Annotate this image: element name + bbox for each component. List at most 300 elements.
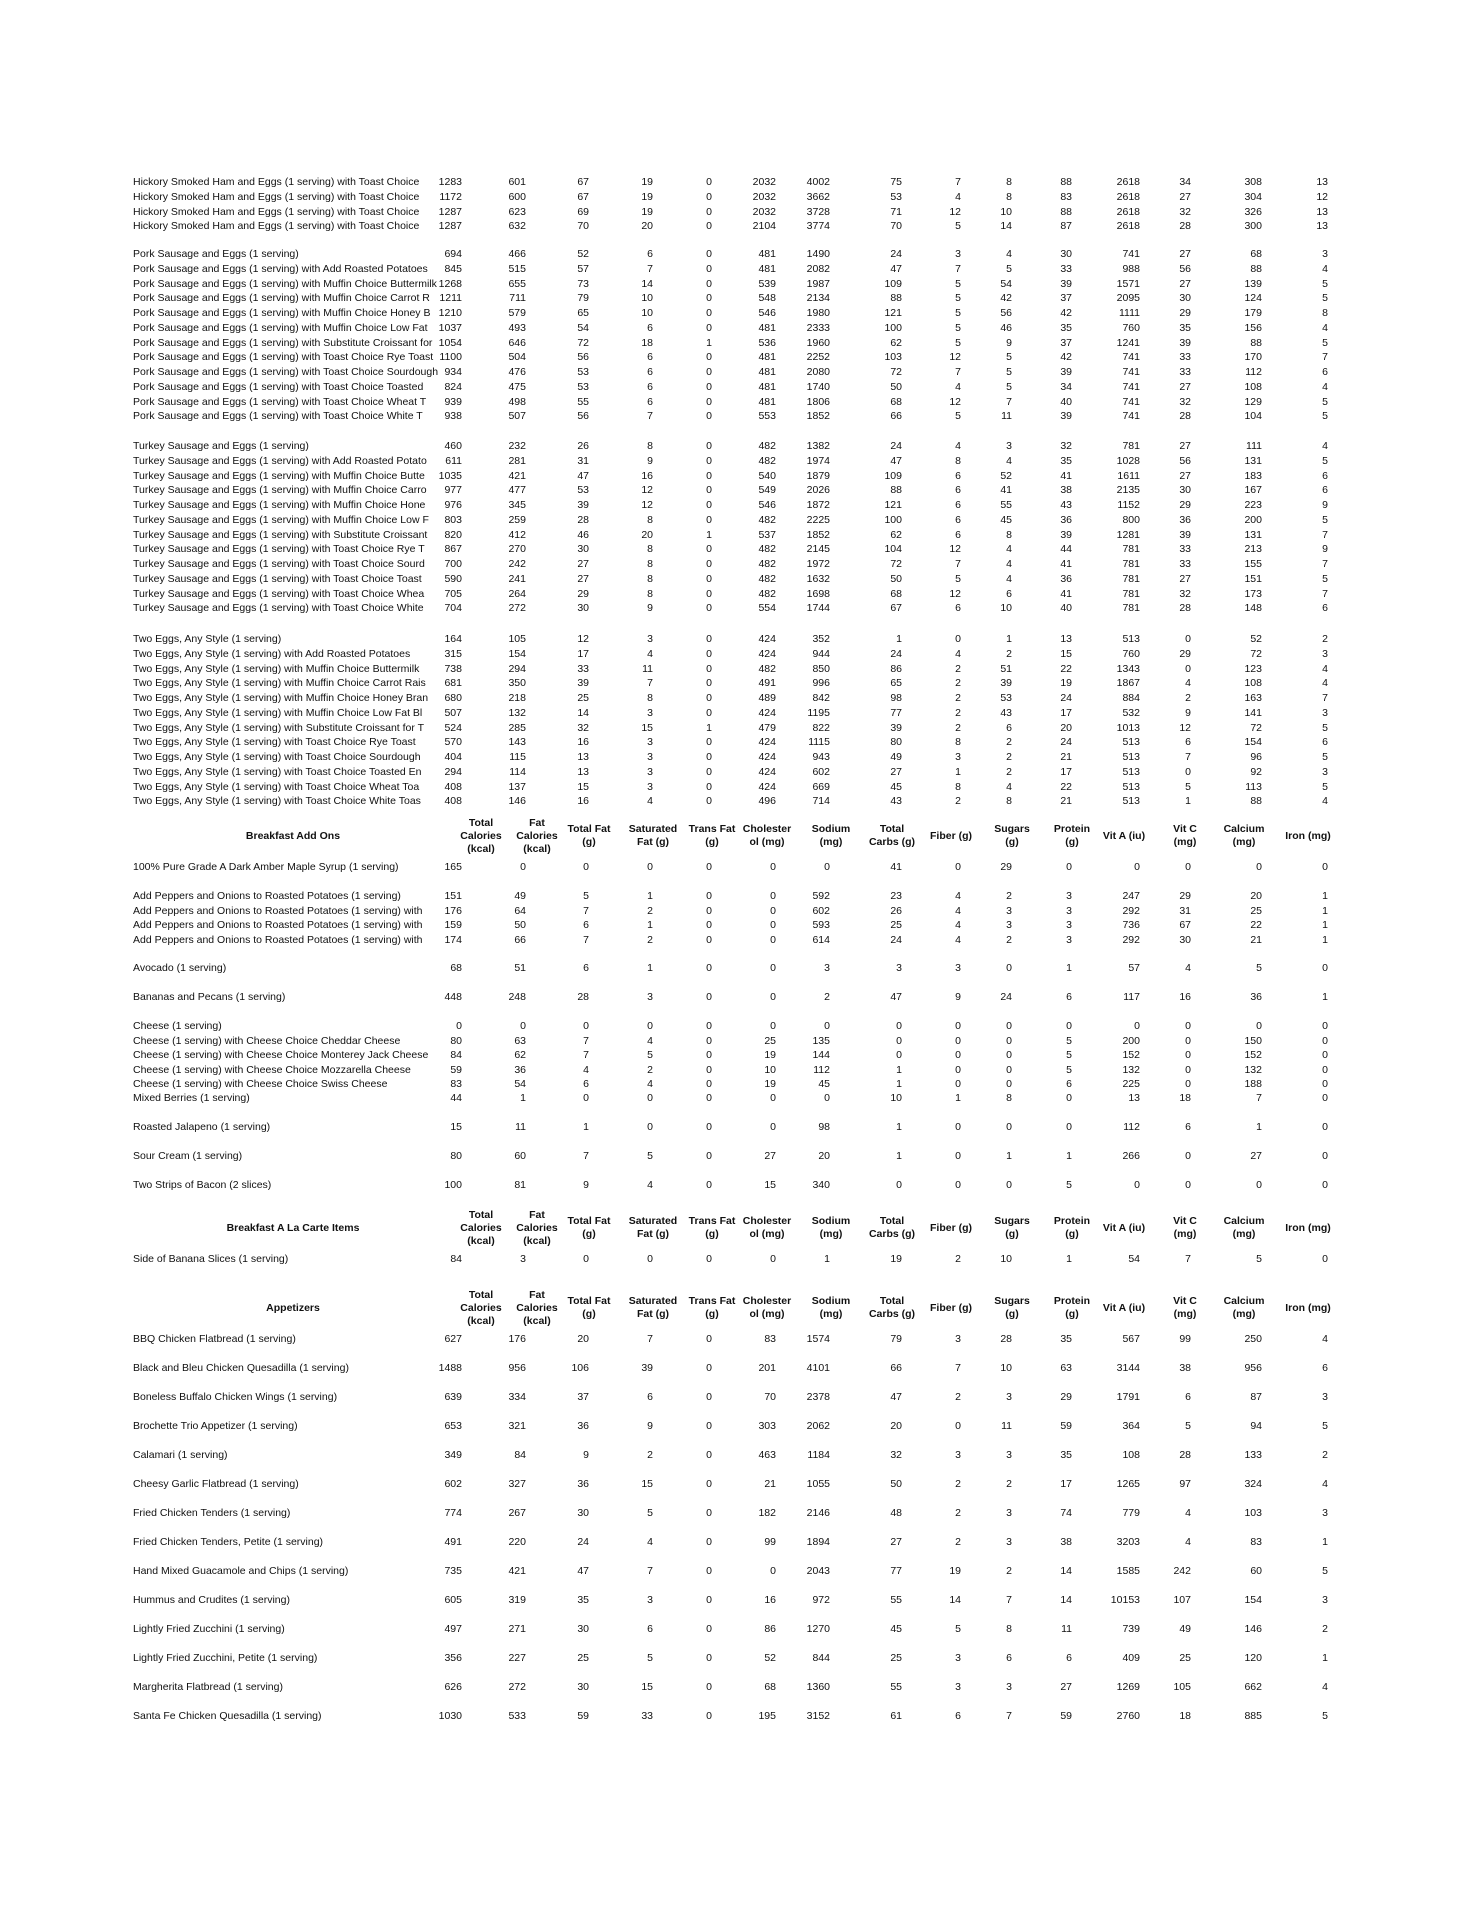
cell-value: 0 xyxy=(770,1121,776,1133)
item-name: Pork Sausage and Eggs (1 serving) with Muffin Choice Low Fat xyxy=(133,321,428,334)
cell-value: 13 xyxy=(577,751,589,763)
cell-value: 99 xyxy=(1179,1333,1191,1345)
column-header-line: Fiber (g) xyxy=(930,1221,972,1234)
cell-value: 0 xyxy=(583,1253,589,1265)
cell-value: 1152 xyxy=(1117,499,1140,511)
cell-value: 498 xyxy=(508,395,526,408)
cell-value: 2 xyxy=(955,706,961,719)
cell-value: 35 xyxy=(1060,1449,1072,1461)
cell-value: 75 xyxy=(890,176,902,188)
cell-value: 97 xyxy=(1179,1478,1191,1490)
cell-value: 47 xyxy=(577,1565,589,1577)
cell-value: 11 xyxy=(1001,410,1012,423)
cell-value: 760 xyxy=(1122,647,1140,660)
cell-value: 4 xyxy=(955,380,961,393)
item-name: Two Strips of Bacon (2 slices) xyxy=(133,1179,272,1191)
cell-value: 0 xyxy=(1006,1049,1012,1061)
cell-value: 3 xyxy=(1066,904,1072,917)
cell-value: 1211 xyxy=(439,292,462,305)
cell-value: 8 xyxy=(955,736,961,749)
cell-value: 601 xyxy=(508,176,526,188)
cell-value: 0 xyxy=(706,572,712,585)
cell-value: 43 xyxy=(890,795,902,808)
cell-value: 0 xyxy=(1006,962,1012,974)
cell-value: 504 xyxy=(508,351,526,364)
cell-value: 1972 xyxy=(806,558,830,570)
cell-value: 201 xyxy=(758,1362,776,1374)
cell-value: 14 xyxy=(949,1594,961,1606)
cell-value: 27 xyxy=(1179,572,1191,585)
cell-value: 0 xyxy=(955,1049,961,1061)
cell-value: 107 xyxy=(1173,1594,1191,1606)
cell-value: 5 xyxy=(955,277,961,290)
column-header xyxy=(1093,1284,1155,1332)
cell-value: 421 xyxy=(508,1565,526,1577)
cell-value: 2 xyxy=(955,662,961,675)
cell-value: 3 xyxy=(647,736,653,749)
column-header-line: Vit A (iu) xyxy=(1102,1221,1146,1234)
column-header-line: Trans Fat xyxy=(688,1295,736,1307)
item-name: Turkey Sausage and Eggs (1 serving) xyxy=(133,440,309,452)
cell-value: 271 xyxy=(508,1623,526,1635)
cell-value: 68 xyxy=(890,395,902,408)
cell-value: 54 xyxy=(1000,277,1012,290)
cell-value: 242 xyxy=(508,558,526,570)
cell-value: 0 xyxy=(1256,1179,1262,1191)
column-header xyxy=(804,1204,858,1252)
cell-value: 22 xyxy=(1060,780,1072,793)
cell-value: 0 xyxy=(706,890,712,902)
item-name: Margherita Flatbread (1 serving) xyxy=(133,1681,283,1693)
cell-value: 0 xyxy=(770,933,776,946)
item-name: Lightly Fried Zucchini (1 serving) xyxy=(133,1623,285,1635)
table-row xyxy=(0,905,1484,919)
cell-value: 592 xyxy=(812,890,830,902)
cell-value: 1184 xyxy=(807,1449,830,1461)
column-header-line: Sodium xyxy=(811,1295,851,1307)
cell-value: 53 xyxy=(577,380,589,393)
item-name: Black and Bleu Chicken Quesadilla (1 serving) xyxy=(133,1362,349,1374)
cell-value: 1852 xyxy=(806,410,830,423)
column-header xyxy=(1159,1284,1211,1332)
cell-value: 5 xyxy=(955,307,961,319)
cell-value: 6 xyxy=(647,380,653,393)
cell-value: 87 xyxy=(1060,220,1072,233)
cell-value: 1574 xyxy=(806,1333,830,1345)
cell-value: 19 xyxy=(641,205,653,218)
cell-value: 0 xyxy=(1185,1150,1191,1162)
cell-value: 977 xyxy=(444,484,462,497)
cell-value: 45 xyxy=(890,780,902,793)
cell-value: 741 xyxy=(1122,395,1140,408)
table-row xyxy=(0,1092,1484,1106)
cell-value: 0 xyxy=(520,1020,526,1032)
cell-value: 9 xyxy=(647,602,653,615)
column-header-line: Sugars xyxy=(994,823,1030,835)
cell-value: 52 xyxy=(577,248,589,260)
column-header-line: Sugars xyxy=(994,1295,1030,1307)
cell-value: 47 xyxy=(577,469,589,482)
table-row xyxy=(0,602,1484,616)
table-row xyxy=(0,248,1484,262)
column-header-line: (mg) xyxy=(1173,836,1197,848)
cell-value: 225 xyxy=(1122,1078,1140,1090)
cell-value: 321 xyxy=(508,1420,526,1432)
column-header xyxy=(863,812,921,860)
cell-value: 3 xyxy=(1006,919,1012,931)
cell-value: 7 xyxy=(647,262,653,275)
cell-value: 143 xyxy=(508,736,526,749)
cell-value: 8 xyxy=(1006,1092,1012,1104)
cell-value: 4 xyxy=(1006,572,1012,585)
item-name: Pork Sausage and Eggs (1 serving) with Toast Choice Toasted xyxy=(133,380,424,393)
cell-value: 0 xyxy=(706,706,712,719)
column-header-line: Carbs (g) xyxy=(868,1228,916,1240)
cell-value: 141 xyxy=(1244,706,1262,719)
cell-value: 0 xyxy=(955,633,961,645)
cell-value: 188 xyxy=(1244,1078,1262,1090)
cell-value: 1698 xyxy=(806,587,830,600)
cell-value: 100 xyxy=(884,321,902,334)
cell-value: 1 xyxy=(824,1253,830,1265)
cell-value: 319 xyxy=(508,1594,526,1606)
cell-value: 1490 xyxy=(806,248,830,260)
cell-value: 7 xyxy=(1185,1253,1191,1265)
column-header xyxy=(923,1204,979,1252)
column-header xyxy=(986,812,1038,860)
cell-value: 56 xyxy=(577,351,589,364)
cell-value: 356 xyxy=(444,1652,462,1664)
cell-value: 131 xyxy=(1244,528,1262,541)
cell-value: 549 xyxy=(758,484,776,497)
cell-value: 37 xyxy=(1060,292,1072,305)
cell-value: 3 xyxy=(955,1449,961,1461)
cell-value: 29 xyxy=(1060,1391,1072,1403)
column-header-line: Trans Fat xyxy=(688,823,736,835)
cell-value: 123 xyxy=(1244,662,1262,675)
cell-value: 496 xyxy=(758,795,776,808)
cell-value: 30 xyxy=(1179,292,1191,305)
cell-value: 27 xyxy=(1179,440,1191,452)
cell-value: 554 xyxy=(758,602,776,615)
column-header xyxy=(622,1284,684,1332)
column-header xyxy=(1093,812,1155,860)
item-name: Two Eggs, Any Style (1 serving) with Substitute Croissant for T xyxy=(133,721,425,734)
cell-value: 1269 xyxy=(1116,1681,1140,1693)
cell-value: 15 xyxy=(641,1681,653,1693)
cell-value: 70 xyxy=(577,220,589,233)
cell-value: 152 xyxy=(1244,1049,1262,1061)
column-header xyxy=(804,1284,858,1332)
cell-value: 151 xyxy=(444,890,462,902)
item-name: Avocado (1 serving) xyxy=(133,962,227,974)
cell-value: 26 xyxy=(890,904,902,917)
cell-value: 39 xyxy=(1179,528,1191,541)
cell-value: 56 xyxy=(1179,262,1191,275)
column-header-line: (g) xyxy=(1005,1308,1019,1320)
cell-value: 3 xyxy=(647,1594,653,1606)
cell-value: 267 xyxy=(508,1507,526,1519)
table-row xyxy=(0,707,1484,721)
item-name: Two Eggs, Any Style (1 serving) with Muffin Choice Buttermilk xyxy=(133,662,420,675)
table-row xyxy=(0,322,1484,336)
cell-value: 0 xyxy=(1185,633,1191,645)
cell-value: 482 xyxy=(758,587,776,600)
item-name: Turkey Sausage and Eggs (1 serving) with Toast Choice Sourd xyxy=(133,558,425,570)
cell-value: 466 xyxy=(508,248,526,260)
cell-value: 0 xyxy=(1066,861,1072,873)
cell-value: 32 xyxy=(1179,205,1191,218)
cell-value: 8 xyxy=(647,440,653,452)
cell-value: 334 xyxy=(508,1391,526,1403)
cell-value: 5 xyxy=(1322,751,1328,763)
cell-value: 23 xyxy=(890,890,902,902)
cell-value: 956 xyxy=(508,1362,526,1374)
item-name: Pork Sausage and Eggs (1 serving) with Substitute Croissant for xyxy=(133,336,433,349)
cell-value: 151 xyxy=(1244,572,1262,585)
cell-value: 6 xyxy=(583,919,589,931)
cell-value: 67 xyxy=(890,602,902,615)
cell-value: 54 xyxy=(514,1078,526,1090)
cell-value: 3662 xyxy=(806,190,830,203)
cell-value: 700 xyxy=(444,558,462,570)
item-name: Turkey Sausage and Eggs (1 serving) with Toast Choice Rye T xyxy=(133,543,425,556)
column-header-line: Fiber (g) xyxy=(930,1301,972,1314)
table-row xyxy=(0,410,1484,424)
column-header-line: (mg) xyxy=(1232,836,1256,848)
cell-value: 1852 xyxy=(806,528,830,541)
cell-value: 0 xyxy=(1006,1020,1012,1032)
column-header-line: Iron (mg) xyxy=(1285,829,1331,842)
cell-value: 70 xyxy=(764,1391,776,1403)
cell-value: 0 xyxy=(706,1092,712,1104)
cell-value: 0 xyxy=(706,1078,712,1090)
cell-value: 3 xyxy=(955,1681,961,1693)
cell-value: 0 xyxy=(706,1253,712,1265)
column-header-line: (mg) xyxy=(819,1308,843,1320)
item-name: Fried Chicken Tenders, Petite (1 serving) xyxy=(133,1536,324,1548)
column-header xyxy=(863,1284,921,1332)
cell-value: 21 xyxy=(1250,933,1262,946)
cell-value: 200 xyxy=(1244,513,1262,526)
cell-value: 5 xyxy=(1256,962,1262,974)
cell-value: 27 xyxy=(764,1150,776,1162)
cell-value: 3 xyxy=(1322,706,1328,719)
cell-value: 489 xyxy=(758,692,776,704)
table-row xyxy=(0,1333,1484,1347)
cell-value: 213 xyxy=(1244,543,1262,556)
cell-value: 8 xyxy=(1006,190,1012,203)
cell-value: 74 xyxy=(1060,1507,1072,1519)
cell-value: 31 xyxy=(1179,904,1191,917)
table-row xyxy=(0,890,1484,904)
cell-value: 9 xyxy=(647,1420,653,1432)
cell-value: 0 xyxy=(1006,1179,1012,1191)
cell-value: 53 xyxy=(577,484,589,497)
cell-value: 80 xyxy=(450,1034,462,1047)
cell-value: 1030 xyxy=(438,1710,462,1722)
cell-value: 264 xyxy=(508,587,526,600)
cell-value: 159 xyxy=(444,919,462,931)
cell-value: 0 xyxy=(706,991,712,1003)
cell-value: 639 xyxy=(444,1391,462,1403)
item-name: Cheese (1 serving) with Cheese Choice Mozzarella Cheese xyxy=(133,1063,411,1076)
cell-value: 738 xyxy=(444,662,462,675)
cell-value: 5 xyxy=(1256,1253,1262,1265)
cell-value: 0 xyxy=(706,395,712,408)
cell-value: 0 xyxy=(706,751,712,763)
cell-value: 28 xyxy=(1179,410,1191,423)
cell-value: 364 xyxy=(1122,1420,1140,1432)
cell-value: 1 xyxy=(706,721,712,734)
cell-value: 3 xyxy=(647,706,653,719)
cell-value: 1 xyxy=(1066,1253,1072,1265)
cell-value: 10153 xyxy=(1110,1594,1140,1606)
cell-value: 66 xyxy=(890,410,902,423)
cell-value: 45 xyxy=(890,1623,902,1635)
cell-value: 6 xyxy=(955,469,961,482)
cell-value: 14 xyxy=(577,706,589,719)
cell-value: 15 xyxy=(450,1121,462,1133)
cell-value: 2 xyxy=(1006,933,1012,946)
cell-value: 546 xyxy=(758,499,776,511)
cell-value: 12 xyxy=(949,205,961,218)
cell-value: 0 xyxy=(706,176,712,188)
cell-value: 7 xyxy=(583,933,589,946)
cell-value: 114 xyxy=(509,765,526,778)
cell-value: 47 xyxy=(890,991,902,1003)
cell-value: 0 xyxy=(1322,1150,1328,1162)
cell-value: 67 xyxy=(1179,919,1191,931)
item-name: Two Eggs, Any Style (1 serving) with Toast Choice Wheat Toa xyxy=(133,780,420,793)
cell-value: 15 xyxy=(764,1179,776,1191)
cell-value: 6 xyxy=(647,1391,653,1403)
cell-value: 5 xyxy=(955,410,961,423)
column-header-line: (g) xyxy=(582,836,596,848)
cell-value: 0 xyxy=(1066,1092,1072,1104)
cell-value: 4 xyxy=(955,440,961,452)
cell-value: 112 xyxy=(1123,1121,1140,1133)
cell-value: 81 xyxy=(514,1179,526,1191)
cell-value: 304 xyxy=(1244,190,1262,203)
cell-value: 741 xyxy=(1122,248,1140,260)
cell-value: 1268 xyxy=(438,277,462,290)
cell-value: 5 xyxy=(1322,410,1328,423)
cell-value: 2618 xyxy=(1116,220,1140,233)
cell-value: 176 xyxy=(508,1333,526,1345)
cell-value: 247 xyxy=(1122,890,1140,902)
cell-value: 1 xyxy=(955,1092,961,1104)
cell-value: 2 xyxy=(955,1391,961,1403)
cell-value: 3 xyxy=(955,1652,961,1664)
cell-value: 2104 xyxy=(752,220,776,233)
cell-value: 121 xyxy=(884,307,902,319)
cell-value: 69 xyxy=(577,205,589,218)
table-row xyxy=(0,633,1484,647)
cell-value: 241 xyxy=(508,572,526,585)
cell-value: 0 xyxy=(706,190,712,203)
cell-value: 24 xyxy=(890,933,902,946)
cell-value: 36 xyxy=(577,1420,589,1432)
cell-value: 6 xyxy=(1185,1391,1191,1403)
cell-value: 669 xyxy=(812,780,830,793)
cell-value: 2082 xyxy=(806,262,830,275)
cell-value: 6 xyxy=(1185,1121,1191,1133)
cell-value: 30 xyxy=(577,1623,589,1635)
cell-value: 2618 xyxy=(1116,190,1140,203)
cell-value: 0 xyxy=(706,499,712,511)
cell-value: 481 xyxy=(758,262,776,275)
cell-value: 65 xyxy=(577,307,589,319)
cell-value: 513 xyxy=(1122,736,1140,749)
cell-value: 4 xyxy=(955,190,961,203)
column-header xyxy=(562,1284,616,1332)
column-header-line: Vit A (iu) xyxy=(1102,1301,1146,1314)
cell-value: 1115 xyxy=(808,736,830,749)
table-row xyxy=(0,934,1484,948)
cell-value: 2095 xyxy=(1116,292,1140,305)
cell-value: 579 xyxy=(508,307,526,319)
column-header xyxy=(684,812,740,860)
item-name: Hummus and Crudites (1 serving) xyxy=(133,1594,290,1606)
cell-value: 6 xyxy=(1322,366,1328,378)
cell-value: 30 xyxy=(577,602,589,615)
cell-value: 27 xyxy=(1179,248,1191,260)
cell-value: 24 xyxy=(890,647,902,660)
cell-value: 6 xyxy=(1185,736,1191,749)
cell-value: 29 xyxy=(1179,647,1191,660)
table-row xyxy=(0,648,1484,662)
column-header xyxy=(1046,1204,1098,1252)
cell-value: 4 xyxy=(1006,248,1012,260)
cell-value: 0 xyxy=(706,366,712,378)
cell-value: 0 xyxy=(824,861,830,873)
column-header-line: Iron (mg) xyxy=(1285,1221,1331,1234)
cell-value: 106 xyxy=(571,1362,589,1374)
cell-value: 424 xyxy=(758,736,776,749)
cell-value: 124 xyxy=(1244,292,1262,305)
cell-value: 1 xyxy=(647,890,653,902)
cell-value: 6 xyxy=(1006,587,1012,600)
column-header xyxy=(736,1284,798,1332)
cell-value: 3 xyxy=(647,765,653,778)
item-name: Hickory Smoked Ham and Eggs (1 serving) with Toast Choice xyxy=(133,205,420,218)
cell-value: 482 xyxy=(758,543,776,556)
cell-value: 602 xyxy=(444,1478,462,1490)
cell-value: 1488 xyxy=(438,1362,462,1374)
cell-value: 88 xyxy=(1060,176,1072,188)
cell-value: 0 xyxy=(1006,1121,1012,1133)
item-name: Roasted Jalapeno (1 serving) xyxy=(133,1121,271,1133)
cell-value: 6 xyxy=(1322,736,1328,749)
cell-value: 100 xyxy=(444,1179,462,1191)
cell-value: 2135 xyxy=(1116,484,1140,497)
table-row xyxy=(0,1623,1484,1637)
cell-value: 63 xyxy=(1060,1362,1072,1374)
cell-value: 2134 xyxy=(806,292,830,305)
cell-value: 103 xyxy=(1244,1507,1262,1519)
table-row xyxy=(0,191,1484,205)
cell-value: 108 xyxy=(1122,1449,1140,1461)
cell-value: 154 xyxy=(1244,736,1262,749)
cell-value: 507 xyxy=(508,410,526,423)
section-header xyxy=(0,1284,1484,1332)
table-row xyxy=(0,351,1484,365)
cell-value: 627 xyxy=(444,1333,462,1345)
cell-value: 8 xyxy=(647,543,653,556)
cell-value: 0 xyxy=(520,861,526,873)
cell-value: 36 xyxy=(577,1478,589,1490)
